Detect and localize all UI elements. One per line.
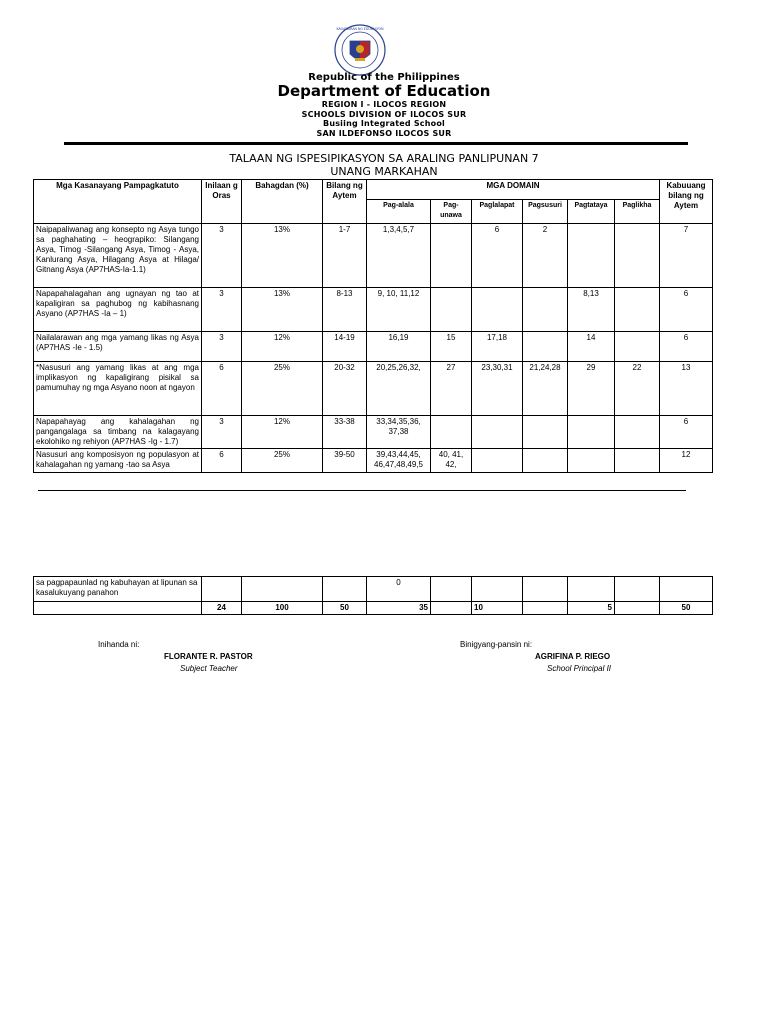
percent-cell: 13% bbox=[242, 224, 323, 288]
percent-cell: 12% bbox=[242, 416, 323, 449]
row-total-cell: 7 bbox=[660, 224, 713, 288]
noted-title: School Principal II bbox=[547, 664, 612, 673]
table-row bbox=[34, 416, 713, 449]
domain-cell: 29 bbox=[568, 362, 615, 416]
doc-title: TALAAN NG ISPESIPIKASYON SA ARALING PANLIPUNAN 7 bbox=[229, 152, 539, 165]
header-domain-6: Paglikha bbox=[615, 200, 660, 224]
domain-cell bbox=[523, 449, 568, 473]
domain-cell: 6 bbox=[472, 224, 523, 288]
total-domain-3: 10 bbox=[472, 602, 523, 615]
total-items-grand: 50 bbox=[660, 602, 713, 615]
hours-cell: 6 bbox=[202, 362, 242, 416]
domain-cell: 1,3,4,5,7 bbox=[367, 224, 431, 288]
domain-cell: 17,18 bbox=[472, 332, 523, 362]
items-range-cell: 39-50 bbox=[323, 449, 367, 473]
domain-cell: 0 bbox=[367, 577, 431, 602]
domain-cell: 21,24,28 bbox=[523, 362, 568, 416]
domain-cell bbox=[523, 416, 568, 449]
total-domain-5: 5 bbox=[568, 602, 615, 615]
header-percent: Bahagdan (%) bbox=[242, 180, 323, 224]
domain-cell: 39,43,44,45, 46,47,48,49,5 bbox=[367, 449, 431, 473]
header-domain: MGA DOMAIN bbox=[367, 180, 660, 200]
header-domain-5: Pagtataya bbox=[568, 200, 615, 224]
domain-cell bbox=[615, 449, 660, 473]
domain-cell bbox=[431, 224, 472, 288]
table-row-continued bbox=[34, 577, 713, 602]
hours-cell: 3 bbox=[202, 288, 242, 332]
header-domain-4: Pagsusuri bbox=[523, 200, 568, 224]
domain-cell bbox=[523, 288, 568, 332]
percent-cell: 12% bbox=[242, 332, 323, 362]
competency-cell: *Nasusuri ang yamang likas at ang mga implikasyon ng kapaligirang pisikal sa pamumuhay ng mga Asyano noon at ngayon bbox=[34, 362, 202, 416]
domain-cell bbox=[472, 449, 523, 473]
header-competency: Mga Kasanayang Pampagkatuto bbox=[34, 180, 202, 224]
noted-name: AGRIFINA P. RIEGO bbox=[535, 652, 611, 661]
domain-cell: 14 bbox=[568, 332, 615, 362]
total-domain-1: 35 bbox=[367, 602, 431, 615]
domain-cell bbox=[523, 332, 568, 362]
deped-seal-logo bbox=[334, 24, 386, 76]
hours-cell: 3 bbox=[202, 416, 242, 449]
total-percent: 100 bbox=[242, 602, 323, 615]
items-range-cell: 8-13 bbox=[323, 288, 367, 332]
hours-cell: 6 bbox=[202, 449, 242, 473]
domain-cell bbox=[431, 288, 472, 332]
prepared-name: FLORANTE R. PASTOR bbox=[164, 652, 253, 661]
domain-cell: 9, 10, 11,12 bbox=[367, 288, 431, 332]
percent-cell: 13% bbox=[242, 288, 323, 332]
domain-cell: 15 bbox=[431, 332, 472, 362]
competency-cell: Nasusuri ang komposisyon ng populasyon at kahalagahan ng yamang -tao sa Asya bbox=[34, 449, 202, 473]
republic-heading: Republic of the Philippines bbox=[308, 72, 460, 83]
table-row bbox=[34, 362, 713, 416]
domain-cell bbox=[568, 449, 615, 473]
region-line: REGION I - ILOCOS REGION bbox=[321, 100, 447, 109]
domain-cell: 2 bbox=[523, 224, 568, 288]
domain-cell: 20,25,26,32, bbox=[367, 362, 431, 416]
spec-table-continued bbox=[33, 576, 713, 615]
prepared-label: Inihanda ni: bbox=[98, 640, 140, 649]
header-domain-2: Pag-unawa bbox=[431, 200, 472, 224]
noted-label: Binigyang-pansin ni: bbox=[460, 640, 533, 649]
domain-cell bbox=[615, 416, 660, 449]
totals-row bbox=[34, 602, 713, 615]
spec-table bbox=[33, 179, 713, 473]
table-row bbox=[34, 224, 713, 288]
address-line: SAN ILDEFONSO ILOCOS SUR bbox=[316, 129, 452, 138]
header-total: Kabuuang bilang ng Aytem bbox=[660, 180, 713, 224]
header-rule bbox=[64, 142, 688, 145]
items-range-cell: 33-38 bbox=[323, 416, 367, 449]
domain-cell bbox=[615, 224, 660, 288]
domain-cell bbox=[615, 332, 660, 362]
competency-cell: Naipapaliwanag ang konsepto ng Asya tungo sa paghahating – heograpiko: Silangang Asya, Timog -Silangang Asya, Timog - Asya, Kanlurang Asya, Hilagang Asya at Hilaga/ Gitnang Asya (AP7HAS-Ia-1.1) bbox=[34, 224, 202, 288]
competency-cell: sa pagpapaunlad ng kabuhayan at lipunan sa kasalukuyang panahon bbox=[34, 577, 202, 602]
competency-cell: Napapahalagahan ang ugnayan ng tao at kapaligiran sa paghubog ng kabihasnang Asyano (AP7HAS -Ia – 1) bbox=[34, 288, 202, 332]
domain-cell bbox=[615, 288, 660, 332]
header-domain-3: Paglalapat bbox=[472, 200, 523, 224]
domain-cell: 27 bbox=[431, 362, 472, 416]
row-total-cell: 13 bbox=[660, 362, 713, 416]
table-row bbox=[34, 288, 713, 332]
row-total-cell: 6 bbox=[660, 332, 713, 362]
domain-cell: 22 bbox=[615, 362, 660, 416]
items-range-cell: 1-7 bbox=[323, 224, 367, 288]
percent-cell: 25% bbox=[242, 362, 323, 416]
domain-cell: 40, 41, 42, bbox=[431, 449, 472, 473]
table-row bbox=[34, 332, 713, 362]
hours-cell: 3 bbox=[202, 332, 242, 362]
domain-cell: 33,34,35,36, 37,38 bbox=[367, 416, 431, 449]
header-item-no: Bilang ng Aytem bbox=[323, 180, 367, 224]
domain-cell bbox=[472, 416, 523, 449]
header-domain-1: Pag-alala bbox=[367, 200, 431, 224]
domain-cell bbox=[431, 416, 472, 449]
division-line: SCHOOLS DIVISION OF ILOCOS SUR bbox=[301, 110, 467, 119]
hours-cell: 3 bbox=[202, 224, 242, 288]
department-heading: Department of Education bbox=[277, 82, 491, 100]
svg-text:KAGAWARAN NG EDUKASYON: KAGAWARAN NG EDUKASYON bbox=[336, 27, 384, 31]
domain-cell bbox=[568, 224, 615, 288]
page-break-rule bbox=[38, 490, 686, 491]
total-hours: 24 bbox=[202, 602, 242, 615]
row-total-cell: 12 bbox=[660, 449, 713, 473]
domain-cell: 16,19 bbox=[367, 332, 431, 362]
competency-cell: Napapahayag ang kahalagahan ng pangangalaga sa timbang na kalagayang ekolohiko ng rehiyon (AP7HAS -Ig - 1.7) bbox=[34, 416, 202, 449]
total-items: 50 bbox=[323, 602, 367, 615]
school-line: Busiing Integrated School bbox=[323, 119, 445, 128]
domain-cell: 8,13 bbox=[568, 288, 615, 332]
row-total-cell: 6 bbox=[660, 416, 713, 449]
domain-cell: 23,30,31 bbox=[472, 362, 523, 416]
items-range-cell: 14-19 bbox=[323, 332, 367, 362]
items-range-cell: 20-32 bbox=[323, 362, 367, 416]
table-row bbox=[34, 449, 713, 473]
row-total-cell: 6 bbox=[660, 288, 713, 332]
competency-cell: Nailalarawan ang mga yamang likas ng Asya (AP7HAS -Ie - 1.5) bbox=[34, 332, 202, 362]
prepared-title: Subject Teacher bbox=[180, 664, 238, 673]
domain-cell bbox=[472, 288, 523, 332]
percent-cell: 25% bbox=[242, 449, 323, 473]
doc-subtitle: UNANG MARKAHAN bbox=[330, 165, 438, 178]
domain-cell bbox=[568, 416, 615, 449]
header-hours: Inilaan g Oras bbox=[202, 180, 242, 224]
